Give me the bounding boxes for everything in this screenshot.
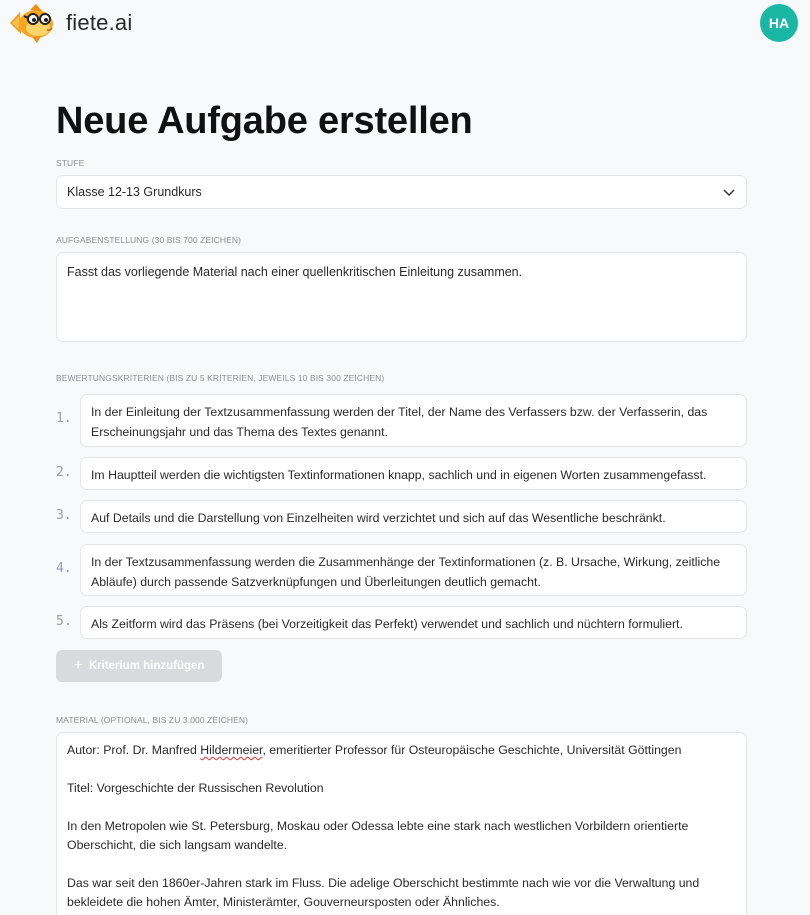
level-select[interactable] — [56, 175, 747, 209]
criterion-number: 5. — [56, 614, 72, 629]
criterion-input[interactable]: Im Hauptteil werden die wichtigsten Textinformationen knapp, sachlich und in eigenen Worten zusammengefasst. — [80, 457, 747, 490]
author-suffix: , emeritierter Professor für Osteuropäische Geschichte, Universität Göttingen — [262, 743, 682, 757]
criterion-input[interactable]: Auf Details und die Darstellung von Einzelheiten wird verzichtet und sich auf das Wesentliche beschränkt. — [80, 500, 747, 533]
level-label: STUFE — [56, 158, 85, 168]
brand-name[interactable]: fiete.ai — [66, 10, 133, 35]
criterion-number: 2. — [56, 465, 72, 480]
material-author-line — [67, 741, 736, 760]
chevron-down-icon — [722, 185, 736, 199]
fish-logo-icon[interactable] — [6, 2, 58, 44]
page-title: Neue Aufgabe erstellen — [56, 100, 473, 142]
add-criterion-button[interactable] — [56, 650, 222, 682]
task-textarea[interactable]: Fasst das vorliegende Material nach einer quellenkritischen Einleitung zusammen. — [56, 252, 747, 342]
material-paragraph: Das war seit den 1860er-Jahren stark im Fluss. Die adelige Oberschicht bestimmte nach wie vor die Verwaltung und bekleidete die hohen Ämter, Ministerämter, Gouverneursposten oder Ähnliches. — [67, 876, 700, 909]
criteria-label: BEWERTUNGSKRITERIEN (BIS ZU 5 KRITERIEN, JEWEILS 10 BIS 300 ZEICHEN) — [56, 373, 385, 383]
level-select-value: Klasse 12-13 Grundkurs — [67, 185, 202, 199]
plus-icon: + — [73, 657, 83, 674]
task-label: AUFGABENSTELLUNG (30 BIS 700 ZEICHEN) — [56, 235, 242, 245]
criterion-number: 4. — [56, 561, 72, 576]
author-prefix: Autor: Prof. Dr. Manfred — [67, 743, 201, 757]
criterion-number: 3. — [56, 508, 72, 523]
material-label: MATERIAL (OPTIONAL, BIS ZU 3.000 ZEICHEN) — [56, 715, 249, 725]
add-criterion-label: Kriterium hinzufügen — [88, 660, 205, 672]
material-paragraph: In den Metropolen wie St. Petersburg, Moskau oder Odessa lebte eine stark nach westlichen Vorbildern orientierte Oberschicht, die sich langsam wandelte. — [67, 819, 689, 852]
material-textarea[interactable] — [56, 732, 747, 915]
criterion-input[interactable]: In der Textzusammenfassung werden die Zusammenhänge der Textinformationen (z. B. Ursache, Wirkung, zeitliche Abläufe) durch passende Satzverknüpfungen und Überleitungen deutlich gemacht. — [80, 544, 747, 596]
criterion-input[interactable]: Als Zeitform wird das Präsens (bei Vorzeitigkeit das Perfekt) verwendet und sachlich und nüchtern formuliert. — [80, 606, 747, 639]
criterion-number: 1. — [56, 411, 72, 426]
material-title-line: Titel: Vorgeschichte der Russischen Revolution — [67, 781, 324, 795]
criterion-input[interactable]: In der Einleitung der Textzusammenfassung werden der Titel, der Name des Verfassers bzw. der Verfasserin, das Erscheinungsjahr und das Thema des Textes genannt. — [80, 394, 747, 447]
spellcheck-word: Hildermeier — [200, 743, 263, 757]
app-header — [0, 0, 810, 48]
user-avatar[interactable]: HA — [760, 4, 798, 42]
